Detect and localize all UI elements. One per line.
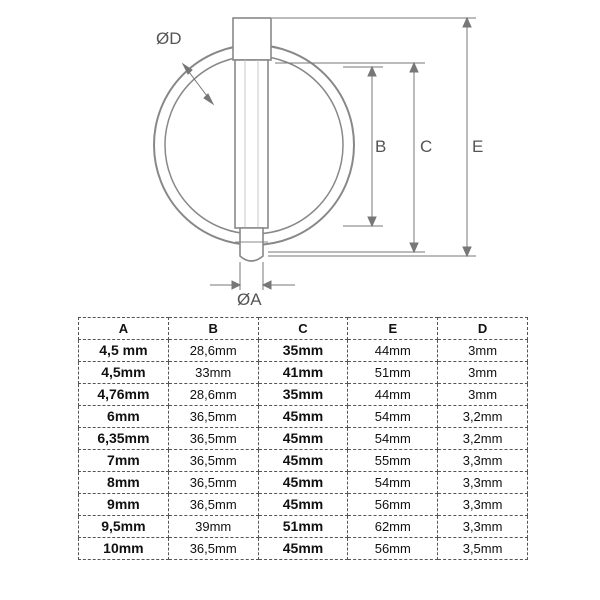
table-cell: 54mm	[348, 472, 438, 494]
table-cell: 36,5mm	[168, 472, 258, 494]
table-row	[79, 406, 528, 428]
table-cell: 45mm	[258, 472, 348, 494]
table-cell: 28,6mm	[168, 340, 258, 362]
table-cell: 44mm	[348, 384, 438, 406]
table-row	[79, 384, 528, 406]
header-c: C	[258, 318, 348, 340]
table-cell: 36,5mm	[168, 450, 258, 472]
table-cell: 36,5mm	[168, 538, 258, 560]
table-cell: 45mm	[258, 494, 348, 516]
table-cell: 45mm	[258, 406, 348, 428]
table-cell: 54mm	[348, 406, 438, 428]
table-row	[79, 340, 528, 362]
table-row	[79, 428, 528, 450]
table-cell: 8mm	[79, 472, 169, 494]
table-cell: 7mm	[79, 450, 169, 472]
label-d: ØD	[156, 29, 182, 48]
table-cell: 9mm	[79, 494, 169, 516]
table-cell: 44mm	[348, 340, 438, 362]
table-cell: 36,5mm	[168, 406, 258, 428]
table-cell: 62mm	[348, 516, 438, 538]
table-cell: 4,5mm	[79, 362, 169, 384]
table-row	[79, 538, 528, 560]
table-row	[79, 362, 528, 384]
table-cell: 35mm	[258, 384, 348, 406]
table-cell: 41mm	[258, 362, 348, 384]
header-d: D	[438, 318, 528, 340]
table-cell: 36,5mm	[168, 494, 258, 516]
table-cell: 3,2mm	[438, 428, 528, 450]
table-cell: 6,35mm	[79, 428, 169, 450]
table-cell: 9,5mm	[79, 516, 169, 538]
table-row	[79, 494, 528, 516]
header-e: E	[348, 318, 438, 340]
pin	[233, 18, 271, 261]
table-cell: 3mm	[438, 340, 528, 362]
table-cell: 6mm	[79, 406, 169, 428]
header-a: A	[79, 318, 169, 340]
table-cell: 51mm	[348, 362, 438, 384]
table-cell: 35mm	[258, 340, 348, 362]
table-cell: 33mm	[168, 362, 258, 384]
table-cell: 4,5 mm	[79, 340, 169, 362]
header-b: B	[168, 318, 258, 340]
table-cell: 28,6mm	[168, 384, 258, 406]
table-cell: 3,3mm	[438, 494, 528, 516]
table-cell: 3,3mm	[438, 450, 528, 472]
table-cell: 3,2mm	[438, 406, 528, 428]
label-e: E	[472, 137, 484, 156]
table-cell: 3,5mm	[438, 538, 528, 560]
table-cell: 3,3mm	[438, 472, 528, 494]
label-a: ØA	[237, 290, 262, 309]
table-cell: 4,76mm	[79, 384, 169, 406]
dimensions-table	[78, 317, 528, 560]
label-c: C	[420, 137, 433, 156]
table-header-row	[79, 318, 528, 340]
table-cell: 3mm	[438, 362, 528, 384]
table-row	[79, 450, 528, 472]
table-cell: 55mm	[348, 450, 438, 472]
table-cell: 51mm	[258, 516, 348, 538]
table-cell: 54mm	[348, 428, 438, 450]
table-cell: 36,5mm	[168, 428, 258, 450]
table-cell: 56mm	[348, 494, 438, 516]
table-cell: 56mm	[348, 538, 438, 560]
table-cell: 39mm	[168, 516, 258, 538]
table-cell: 10mm	[79, 538, 169, 560]
table-row	[79, 472, 528, 494]
label-b: B	[375, 137, 387, 156]
table-body	[79, 340, 528, 560]
table-cell: 45mm	[258, 538, 348, 560]
table-row	[79, 516, 528, 538]
table-cell: 45mm	[258, 450, 348, 472]
table-cell: 45mm	[258, 428, 348, 450]
table-cell: 3,3mm	[438, 516, 528, 538]
table-cell: 3mm	[438, 384, 528, 406]
